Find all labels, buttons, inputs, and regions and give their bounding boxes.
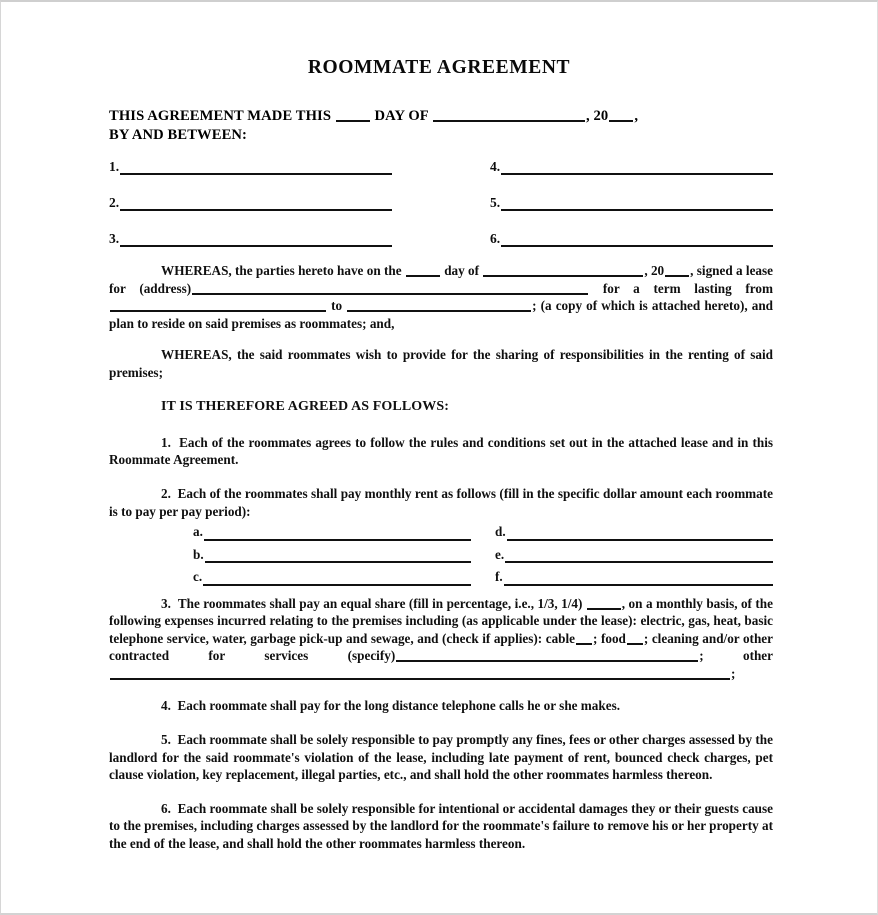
other-expenses-blank[interactable] <box>110 667 730 680</box>
party-row <box>109 231 773 247</box>
clause-4-number: 4. <box>161 698 171 714</box>
rent-field-f[interactable] <box>495 568 773 586</box>
party-field-3[interactable] <box>109 231 392 247</box>
percentage-blank[interactable] <box>587 597 621 610</box>
party-field-1[interactable] <box>109 159 392 175</box>
clause-2 <box>109 485 773 520</box>
recital-1-paragraph <box>109 262 773 332</box>
party-row <box>109 195 773 211</box>
clause-3-t3: ; food <box>593 630 626 646</box>
page-title: ROOMMATE AGREEMENT <box>307 57 571 78</box>
recital-1-t5: for a term lasting from <box>589 280 773 296</box>
party-field-5[interactable] <box>490 195 773 211</box>
agreement-intro <box>109 107 773 145</box>
party-field-4[interactable] <box>490 159 773 175</box>
clause-4 <box>109 697 773 715</box>
day-blank[interactable] <box>336 108 370 122</box>
intro-line-1 <box>109 107 773 126</box>
party-line[interactable] <box>501 197 773 211</box>
recital-2-paragraph <box>109 346 773 381</box>
party-number: 4. <box>490 159 501 174</box>
party-number: 1. <box>109 159 120 174</box>
intro-year: , 20 <box>586 108 609 124</box>
clause-3-t7: ; <box>731 665 736 681</box>
clause-2-number: 2. <box>161 485 171 501</box>
clause-5-text: Each roommate shall be solely responsible to pay promptly any fines, fees or other charges assessed by the landlord for the said roommate's violation of the lease, including late payment of rent, bounced check charges, pet clause violation, key replacement, illegal parties, etc., and shall hold the other roommates harmless thereon. <box>109 732 773 783</box>
term-end-blank[interactable] <box>347 299 531 312</box>
rent-row <box>109 568 773 586</box>
party-field-6[interactable] <box>490 231 773 247</box>
rent-line[interactable] <box>507 528 773 541</box>
clause-3-t5: ; <box>699 648 704 664</box>
recital-1-t3: , 20 <box>644 263 665 278</box>
party-field-2[interactable] <box>109 195 392 211</box>
clause-1-number: 1. <box>161 434 171 450</box>
lease-day-blank[interactable] <box>406 264 440 277</box>
lease-year-blank[interactable] <box>665 264 689 277</box>
services-specify-blank[interactable] <box>396 649 698 662</box>
party-line[interactable] <box>501 161 773 175</box>
rent-label: b. <box>193 546 204 562</box>
rent-label: f. <box>495 569 503 585</box>
clause-1 <box>109 434 773 469</box>
rent-field-b[interactable] <box>193 546 471 564</box>
rent-label: e. <box>495 546 505 562</box>
party-line[interactable] <box>120 233 392 247</box>
rent-label: a. <box>193 524 203 540</box>
rent-line[interactable] <box>205 550 471 563</box>
party-line[interactable] <box>501 233 773 247</box>
party-line[interactable] <box>120 161 392 175</box>
rent-line[interactable] <box>504 573 773 586</box>
rent-field-e[interactable] <box>495 546 773 564</box>
clause-5 <box>109 731 773 784</box>
rent-field-a[interactable] <box>193 523 471 541</box>
food-checkbox-blank[interactable] <box>627 632 643 645</box>
recital-2-text: the said roommates wish to provide for the sharing of responsibilities in the renting of said premises; <box>109 347 773 380</box>
clause-3-t4: ; cleaning and/or other contracted for services (specify) <box>109 630 773 664</box>
party-number: 5. <box>490 195 501 210</box>
clause-5-number: 5. <box>161 732 171 747</box>
month-blank[interactable] <box>433 108 585 122</box>
rent-label: d. <box>495 524 506 540</box>
clause-3-t6: other <box>742 648 773 664</box>
intro-mid: DAY OF <box>370 108 433 124</box>
clause-4-text: Each roommate shall pay for the long distance telephone calls he or she makes. <box>177 698 620 714</box>
party-line[interactable] <box>120 197 392 211</box>
clause-2-text: Each of the roommates shall pay monthly rent as follows (fill in the specific dollar amount each roommate is to pay per pay period): <box>109 485 774 519</box>
rent-label: c. <box>193 569 203 585</box>
recital-1-t7: ; (a copy of which is attached hereto), and plan to reside on said premises as roommates; and, <box>109 298 773 331</box>
clause-6-number: 6. <box>161 800 171 816</box>
agreed-heading: IT IS THEREFORE AGREED AS FOLLOWS: <box>161 399 450 415</box>
parties-blanks <box>109 159 773 267</box>
clause-3-number: 3. <box>161 595 171 611</box>
clause-3-t1: The roommates shall pay an equal share (fill in percentage, i.e., 1/3, 1/4) <box>177 595 586 611</box>
document-sheet <box>1 2 877 913</box>
recital-1-t1: the parties hereto have on the <box>231 263 405 278</box>
year-blank[interactable] <box>609 108 633 122</box>
lease-month-blank[interactable] <box>483 264 643 277</box>
party-row <box>109 159 773 175</box>
document-body <box>109 262 773 863</box>
party-number: 3. <box>109 231 120 246</box>
rent-line[interactable] <box>203 573 471 586</box>
rent-field-c[interactable] <box>193 568 471 586</box>
clause-6-text: Each roommate shall be solely responsible for intentional or accidental damages they or their guests cause to the premises, including charges assessed by the landlord for the roommate's failure to remove his or her property at the end of the lease, and shall hold the other roommates harmless thereon. <box>109 800 773 851</box>
address-blank[interactable] <box>192 281 588 294</box>
clause-3 <box>109 595 773 683</box>
recital-1-t6: to <box>327 298 347 314</box>
rent-field-d[interactable] <box>495 523 773 541</box>
party-number: 6. <box>490 231 501 246</box>
recital-1-t4: , signed a lease for (address) <box>109 263 774 296</box>
rent-row <box>109 523 773 541</box>
recital-1-lead: WHEREAS, <box>161 263 232 278</box>
recital-2-lead: WHEREAS, <box>161 347 232 363</box>
cable-checkbox-blank[interactable] <box>576 632 592 645</box>
intro-prefix: THIS AGREEMENT MADE THIS <box>109 108 335 124</box>
intro-line-2: BY AND BETWEEN: <box>109 126 248 143</box>
rent-line[interactable] <box>204 528 471 541</box>
party-number: 2. <box>109 195 120 210</box>
clause-3-t2: , on a monthly basis, of the following expenses incurred relating to the premises including (as applicable under the lease): electric, gas, heat, basic telephone service, water, garbage pick-up and sewage, and (check if applies): cable <box>109 595 773 646</box>
clause-1-text: Each of the roommates agrees to follow the rules and conditions set out in the attached lease and in this Roommate Agreement. <box>109 434 774 468</box>
recital-1-t2: day of <box>440 263 483 278</box>
rent-line[interactable] <box>505 550 773 563</box>
rent-share-blanks <box>109 523 773 586</box>
term-start-blank[interactable] <box>110 299 326 312</box>
clause-6 <box>109 800 773 853</box>
rent-row <box>109 546 773 564</box>
intro-suffix: , <box>634 108 639 124</box>
